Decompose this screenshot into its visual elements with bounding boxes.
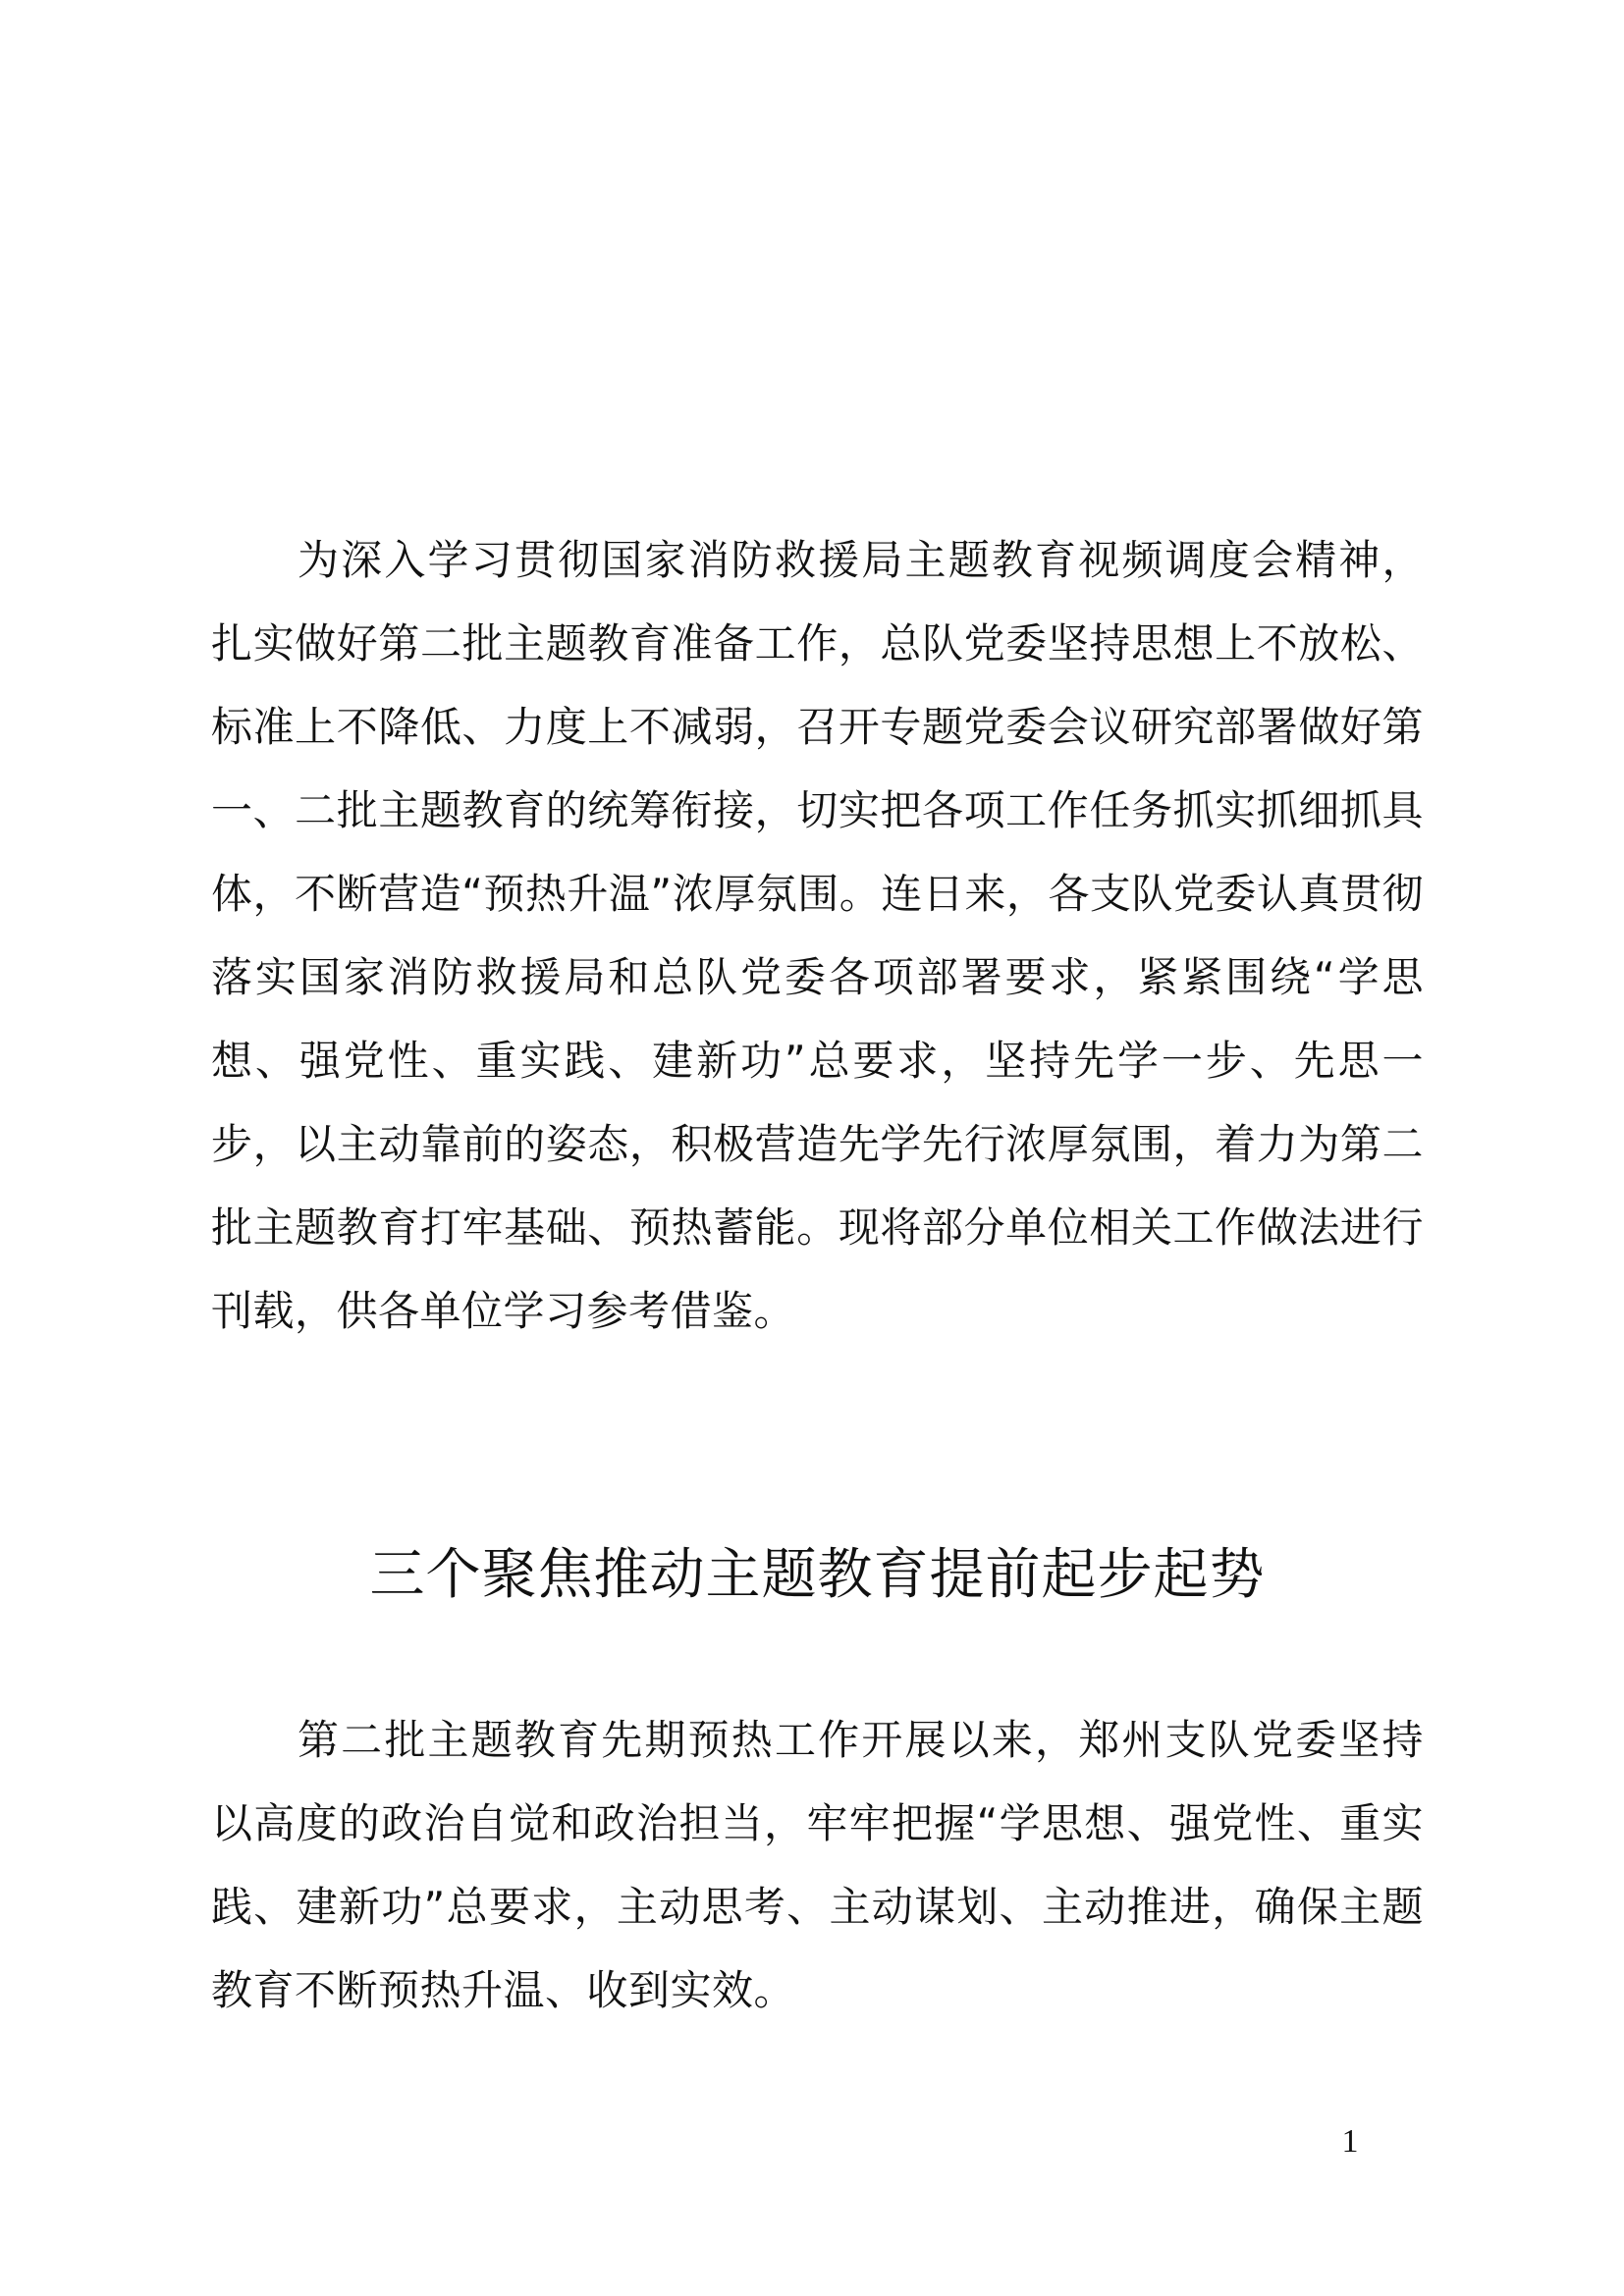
page-number: 1 [1341,2123,1359,2160]
section-heading: 三个聚焦推动主题教育提前起步起势 [369,1543,1266,1607]
section-paragraph: 第二批主题教育先期预热工作开展以来，郑州支队党委坚持以高度的政治自觉和政治担当，牢牢把握“学思想、强党性、重实践、建新功”总要求，主动思考、主动谋划、主动推进，确保主题教育不断预热升温、收到实效。 [211,1716,1424,2014]
intro-paragraph: 为深入学习贯彻国家消防救援局主题教育视频调度会精神，扎实做好第二批主题教育准备工作，总队党委坚持思想上不放松、标准上不降低、力度上不减弱，召开专题党委会议研究部署做好第一、二批主题教育的统筹衔接，切实把各项工作任务抓实抓细抓具体，不断营造“预热升温”浓厚氛围。连日来，各支队党委认真贯彻落实国家消防救援局和总队党委各项部署要求，紧紧围绕“学思想、强党性、重实践、建新功”总要求，坚持先学一步、先思一步，以主动靠前的姿态，积极营造先学先行浓厚氛围，着力为第二批主题教育打牢基础、预热蓄能。现将部分单位相关工作做法进行刊载，供各单位学习参考借鉴。 [211,536,1424,1335]
